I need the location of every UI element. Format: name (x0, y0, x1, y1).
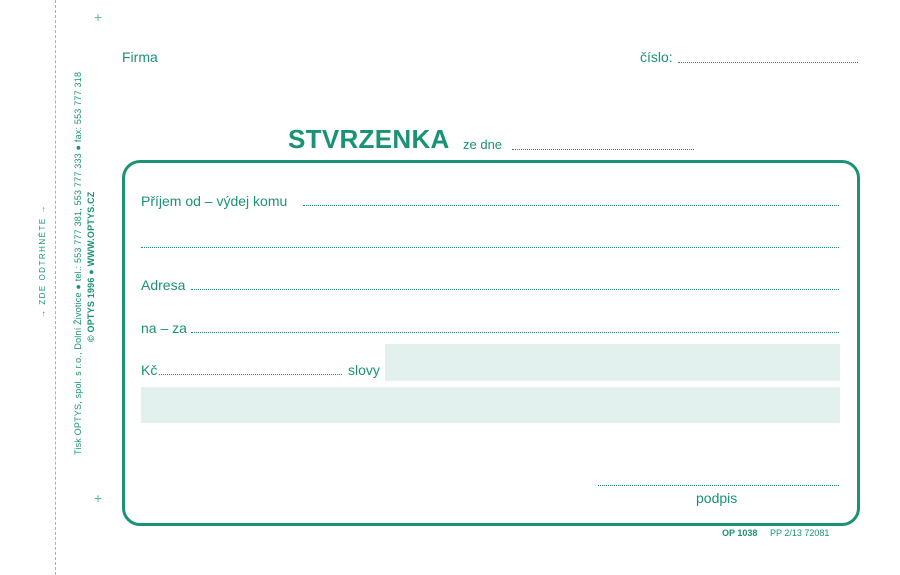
receipt-title: STVRZENKA (288, 124, 450, 154)
date-label: ze dne (463, 137, 503, 152)
slovy-field[interactable] (385, 344, 840, 381)
printer-copyright: © OPTYS 1996 ● WWW.OPTYS.CZ (86, 191, 96, 342)
signature-field[interactable] (598, 485, 839, 486)
adresa-label: Adresa (141, 277, 186, 293)
form-print-info: PP 2/13 72081 (770, 528, 830, 538)
kc-label: Kč (141, 362, 158, 378)
kc-amount-field[interactable] (159, 374, 342, 375)
prijem-label: Příjem od – výdej komu (141, 193, 288, 209)
tear-off-instruction: → ZDE ODTRHNĚTE → (38, 204, 47, 318)
prijem-field-continued[interactable] (141, 247, 839, 248)
printer-info: Tisk OPTYS, spol. s r.o., Dolní Životice ● tel.: 553 777 381, 553 777 333 ● fax: 553 777 318 (73, 71, 83, 455)
date-field[interactable] (512, 149, 694, 150)
slovy-label: slovy (348, 362, 380, 378)
crop-mark-plus-top: + (94, 9, 103, 25)
naza-field[interactable] (191, 332, 839, 333)
tear-line (55, 0, 56, 575)
cislo-label: číslo: (640, 49, 673, 65)
firma-label: Firma (122, 49, 158, 65)
adresa-field[interactable] (191, 289, 839, 290)
podpis-label: podpis (696, 490, 738, 506)
slovy-field-continued[interactable] (141, 387, 840, 423)
crop-mark-plus-bottom: + (94, 490, 103, 506)
form-code: OP 1038 (722, 528, 758, 538)
naza-label: na – za (141, 320, 187, 336)
cislo-field[interactable] (678, 62, 858, 63)
receipt-box (122, 160, 860, 526)
prijem-field[interactable] (303, 205, 839, 206)
